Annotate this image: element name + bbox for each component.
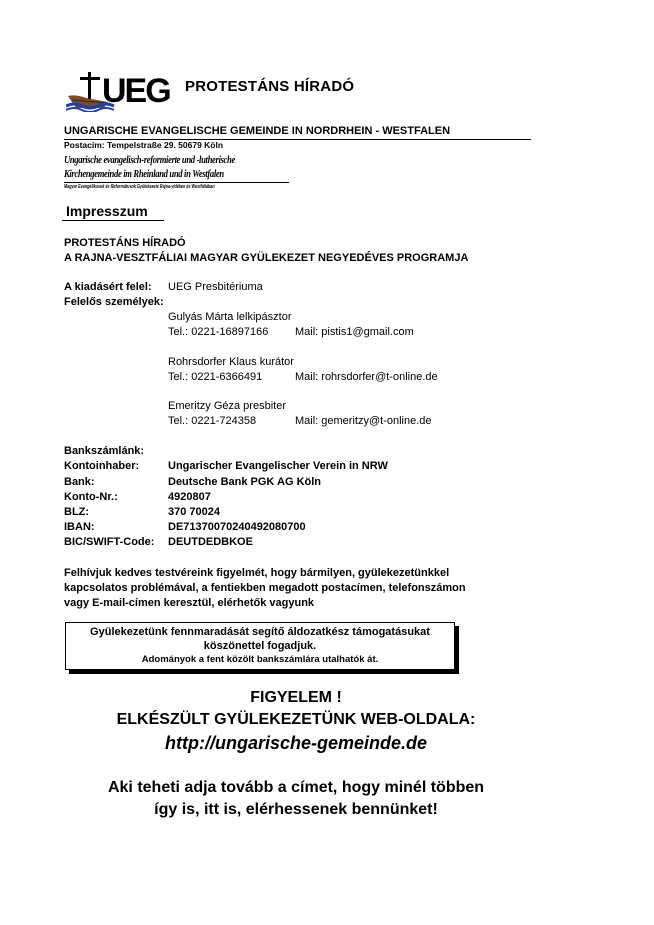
- responsible-label: Felelős személyek:: [64, 296, 164, 308]
- closing-line2: így is, itt is, elérhessenek bennünket!: [154, 801, 438, 818]
- bank-label-iban: IBAN:: [64, 521, 95, 533]
- website-announcement: ELKÉSZÜLT GYÜLEKEZETÜNK WEB-OLDALA:: [116, 711, 476, 728]
- bank-label-bank: Bank:: [64, 476, 95, 488]
- bank-label-bic: BIC/SWIFT-Code:: [64, 536, 155, 548]
- ueg-logo: [66, 72, 182, 112]
- publication-subtitle: A RAJNA-VESZTFÁLIAI MAGYAR GYÜLEKEZET NEGYEDÉVES PROGRAMJA: [64, 252, 469, 264]
- postal-address: Postacím: Tempelstraße 29. 50679 Köln: [64, 140, 224, 150]
- publisher-value: UEG Presbitériuma: [168, 281, 263, 293]
- church-name-divider: [64, 182, 289, 183]
- impresszum-divider: [62, 220, 164, 221]
- person-name: Rohrsdorfer Klaus kurátor: [168, 356, 294, 368]
- publisher-label: A kiadásért felel:: [64, 281, 152, 293]
- bank-value-bank: Deutsche Bank PGK AG Köln: [168, 476, 322, 488]
- german-church-name-line1: Ungarische evangelisch-reformierte und -lutherische: [64, 155, 235, 166]
- person-email: Mail: pistis1@gmail.com: [295, 326, 414, 338]
- contact-notice-line3: vagy E-mail-címen keresztül, elérhetők vagyunk: [64, 597, 315, 609]
- organization-name: UNGARISCHE EVANGELISCHE GEMEINDE IN NORDRHEIN - WESTFALEN: [64, 125, 451, 137]
- bank-label-account: Konto-Nr.:: [64, 491, 118, 503]
- contact-notice-line1: Felhívjuk kedves testvéreink figyelmét, hogy bármilyen, gyülekezetünkkel: [64, 567, 450, 579]
- bank-value-bic: DEUTDEDBKOE: [168, 536, 253, 548]
- bank-label-holder: Kontoinhaber:: [64, 460, 140, 472]
- contact-notice-line2: kapcsolatos problémával, a fentiekben megadott postacímen, telefonszámon: [64, 582, 466, 594]
- person-phone: Tel.: 0221-16897166: [168, 326, 269, 338]
- newsletter-title: PROTESTÁNS HÍRADÓ: [185, 78, 355, 95]
- bank-value-holder: Ungarischer Evangelischer Verein in NRW: [168, 460, 388, 472]
- hungarian-church-name: Magyar Evangélikusok és Reformátusok Gyülekezete Rajna-vidéken és Westfáliában: [64, 184, 215, 190]
- person-phone: Tel.: 0221-724358: [168, 415, 257, 427]
- person-phone: Tel.: 0221-6366491: [168, 371, 263, 383]
- donation-line3: Adományok a fent közölt bankszámlára utalhatók át.: [141, 654, 379, 665]
- bank-label-blz: BLZ:: [64, 506, 90, 518]
- attention-heading: FIGYELEM !: [250, 689, 342, 706]
- impresszum-heading: Impresszum: [66, 203, 148, 219]
- website-link[interactable]: http://ungarische-gemeinde.de: [164, 733, 428, 753]
- bank-value-account: 4920807: [168, 491, 211, 503]
- logo-text: UEG: [102, 72, 170, 110]
- publication-name: PROTESTÁNS HÍRADÓ: [64, 237, 186, 249]
- bank-section-label: Bankszámlánk:: [64, 445, 145, 457]
- german-church-name-line2: Kirchengemeinde im Rheinland und in Westfalen: [64, 169, 224, 180]
- donation-notice-box: [65, 622, 455, 670]
- donation-line2: köszönettel fogadjuk.: [203, 640, 317, 652]
- bank-value-iban: DE71370070240492080700: [168, 521, 306, 533]
- person-name: Emeritzy Géza presbiter: [168, 400, 286, 412]
- person-email: Mail: rohrsdorfer@t-online.de: [295, 371, 438, 383]
- donation-line1: Gyülekezetünk fennmaradását segítő áldozatkész támogatásukat: [90, 626, 430, 638]
- closing-line1: Aki teheti adja tovább a címet, hogy minél többen: [107, 779, 485, 796]
- person-name: Gulyás Márta lelkipásztor: [168, 311, 292, 323]
- person-email: Mail: gemeritzy@t-online.de: [295, 415, 432, 427]
- bank-value-blz: 370 70024: [168, 506, 220, 518]
